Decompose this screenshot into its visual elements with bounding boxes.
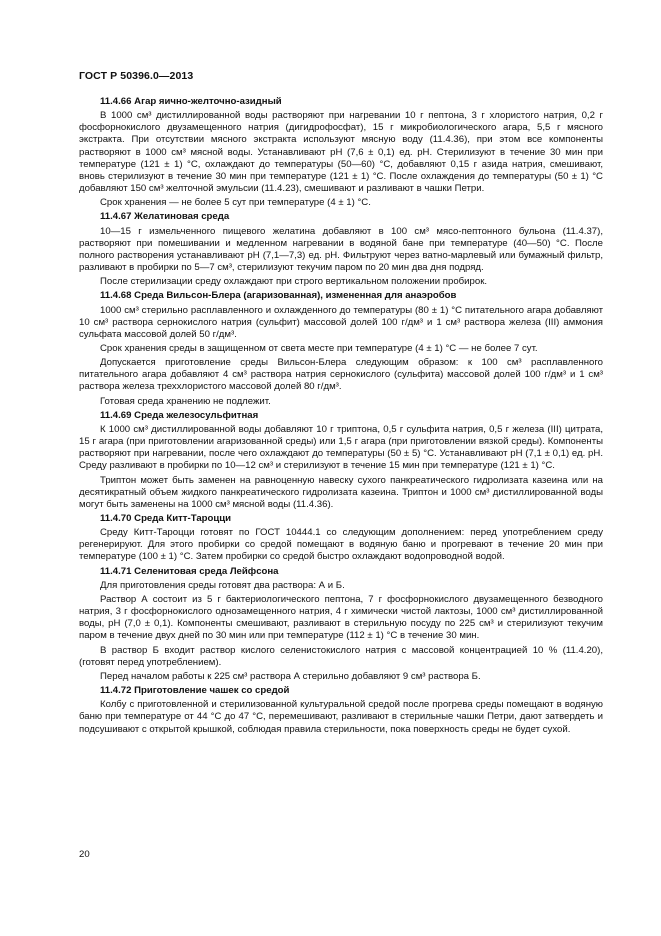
body-paragraph: Готовая среда хранению не подлежит.: [100, 395, 271, 407]
body-paragraph: В 1000 см³ дистиллированной воды растворяют при нагревании 10 г пептона, 3 г хлористого натрия, 0,2 г фосфорнокислого двузамещенного натрия (дигидрофосфат), 15 г микробиологического агара, 5,5 г мясного экстракта. При отсутствии мясного экстракта используют мясную воду (11.4.36), при этом все компоненты растворяют в 1000 см³ мясной воды. Устанавливают рН (7,6 ± 0,1) ед. рН. Стерилизуют в течение 30 мин при температуре (121 ± 1) °С, охлаждают до температуры (50—60) °С, добавляют 0,15 г азида натрия, смешивают, вновь стерилизуют в течение 30 мин при температуре (121 ± 1) °С. После охлаждения до температуры (50 ± 1) °С добавляют 150 см³ желточной эмульсии (11.4.23), смешивают и разливают в чашки Петри.: [79, 110, 603, 195]
body-paragraph: Для приготовления среды готовят два раствора: А и Б.: [100, 579, 345, 591]
body-paragraph: После стерилизации среду охлаждают при строго вертикальном положении пробирок.: [100, 276, 488, 288]
section-heading: 11.4.71 Селенитовая среда Лейфсона: [100, 565, 279, 577]
document-header: ГОСТ Р 50396.0—2013: [79, 70, 194, 82]
body-paragraph: Срок хранения среды в защищенном от света месте при температуре (4 ± 1) °С — не более 7 сут.: [100, 342, 538, 354]
body-paragraph: Среду Китт-Тароцци готовят по ГОСТ 10444.1 со следующим дополнением: перед употреблением среду регенерируют. Для этого пробирки со средой помещают в водяную баню и прогревают в течение 20 мин при температуре (100 ± 1) °С. Затем пробирки со средой быстро охлаждают водопроводной водой.: [79, 527, 603, 563]
section-heading: 11.4.72 Приготовление чашек со средой: [100, 685, 290, 697]
section-heading: 11.4.67 Желатиновая среда: [100, 211, 230, 223]
body-paragraph: В раствор Б входит раствор кислого селенистокислого натрия с массовой концентрацией 10 % (11.4.20), (готовят перед употреблением).: [79, 644, 603, 668]
section-heading: 11.4.68 Среда Вильсон-Блера (агаризованная), измененная для анаэробов: [100, 290, 457, 302]
body-paragraph: Срок хранения — не более 5 сут при температуре (4 ± 1) °С.: [100, 197, 371, 209]
page-number: 20: [79, 849, 90, 860]
body-paragraph: Триптон может быть заменен на равноценную навеску сухого панкреатического гидролизата казеина или на десятикратный объем жидкого панкреатического гидролизата казеина. Триптон и 1000 см³ дистиллированной воды могут быть заменены на 1000 см³ мясной воды (11.4.36).: [79, 474, 603, 510]
section-heading: 11.4.70 Среда Китт-Тароцци: [100, 513, 232, 524]
body-paragraph: Колбу с приготовленной и стерилизованной культуральной средой после прогрева среды помещают в водяную баню при температуре от 44 °С до 47 °С, перемешивают, разливают в стерильные чашки Петри, дают затвердеть и подсушивают с открытой крышкой, соблюдая правила стерильности, пока поверхность среды не будет сухой.: [79, 699, 603, 735]
document-body: [79, 96, 603, 738]
body-paragraph: К 1000 см³ дистиллированной воды добавляют 10 г триптона, 0,5 г сульфита натрия, 0,5 г железа (III) цитрата, 15 г агара (при приготовлении агаризованной среды) или 1,5 г агара (при приготовлении вязкой среды). Компоненты растворяют при нагревании, после чего охлаждают до температуры (50 ± 5) °С. Устанавливают рН (7,1 ± 0,1) ед. рН. Среду разливают в пробирки по 10—12 см³ и стерилизуют в течение 15 мин при температуре (121 ± 1) °С.: [79, 423, 603, 472]
section-heading: 11.4.66 Агар яично-желточно-азидный: [100, 96, 282, 107]
section-heading: 11.4.69 Среда железосульфитная: [100, 409, 259, 421]
body-paragraph: Допускается приготовление среды Вильсон-Блера следующим образом: к 100 см³ расплавленного питательного агара добавляют 4 см³ раствора натрия сернокислого (сульфита) массовой долей 100 г/дм³ и 1 см³ раствора железа треххлористого массовой долей 80 г/дм³.: [79, 357, 603, 393]
body-paragraph: Перед началом работы к 225 см³ раствора А стерильно добавляют 9 см³ раствора Б.: [100, 670, 481, 682]
body-paragraph: 10—15 г измельченного пищевого желатина добавляют в 100 см³ мясо-пептонного бульона (11.4.37), растворяют при помешивании и медленном нагревании в водяной бане при температуре (40—50) °С. После полного растворения устанавливают рН (7,1—7,3) ед. рН. Фильтруют через ватно-марлевый или бумажный фильтр, разливают в пробирки по 5—7 см³, стерилизуют текучим паром по 20 мин два дня подряд.: [79, 225, 603, 274]
body-paragraph: 1000 см³ стерильно расплавленного и охлажденного до температуры (80 ± 1) °С питательного агара добавляют 10 см³ раствора сернокислого натрия (сульфит) массовой долей 100 г/дм³ и 1 см³ раствора железа (III) аммония сульфата массовой долей 50 г/дм³.: [79, 304, 603, 340]
body-paragraph: Раствор А состоит из 5 г бактериологического пептона, 7 г фосфорнокислого двузамещенного безводного натрия, 3 г фосфорнокислого однозамещенного натрия, 4 г химически чистой лактозы, 1000 см³ дистиллированной воды, рН (7,0 ± 0,1). Компоненты смешивают, разливают в стерильную посуду по 225 см³ и стерилизуют текучим паром в течение двух дней по 30 мин или при температуре (112 ± 1) °С в течение 30 мин.: [79, 593, 603, 642]
